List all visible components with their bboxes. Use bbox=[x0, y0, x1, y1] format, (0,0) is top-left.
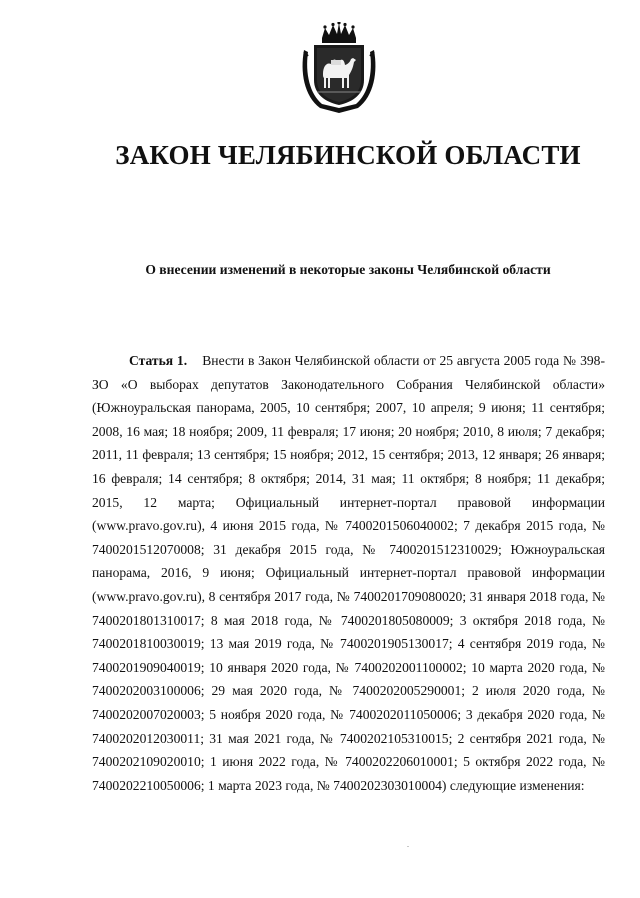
law-title: ЗАКОН ЧЕЛЯБИНСКОЙ ОБЛАСТИ bbox=[115, 140, 581, 170]
crown-icon bbox=[322, 22, 356, 43]
coat-of-arms-icon bbox=[298, 22, 380, 114]
article-number: Статья 1. bbox=[129, 353, 188, 368]
law-subtitle: О внесении изменений в некоторые законы Челябинской области bbox=[145, 262, 551, 277]
article-text: Внести в Закон Челябинской области от 25 августа 2005 года № 398-ЗО «О выборах депутатов Законодательного Собрания Челябинской области» (Южноуральская панорама, 2005, 10 сентября; 2007, 10 апреля; 9 июня; 11 сентября; 2008, 16 мая; 18 ноября; 2009, 11 февраля; 17 июня; 20 ноября; 2010, 8 июля; 7 декабря; 2011, 11 февраля; 13 сентября; 15 ноября; 2012, 15 сентября; 2013, 12 января; 26 января; 16 февраля; 14 сентября; 8 октября; 2014, 31 мая; 11 октября; 8 ноября; 11 декабря; 2015, 12 марта; Официальный интернет-портал правовой информации (www.pravo.gov.ru), 4 июня 2015 года, № 7400201506040002; 7 декабря 2015 года, № 7400201512070008; 31 декабря 2015 года, № 7400201512310029; Южноуральская панорама, 2016, 9 июня; Официальный интернет-портал правовой информации (www.pravo.gov.ru), 8 сентября 2017 года, № 7400201709080020; 31 января 2018 года, № 7400201801310017; 8 мая 2018 года, № 7400201805080009; 3 октября 2018 года, № 7400201810030019; 13 мая 2019 года, № 7400201905130017; 4 сентября 2019 года, № 7400201909040019; 10 января 2020 года, № 7400202001100002; 10 марта 2020 года, № 7400202003100006; 29 мая 2020 года, № 7400202005290001; 2 июля 2020 года, № 7400202007020003; 5 ноября 2020 года, № 7400202011050006; 3 декабря 2020 года, № 7400202012030011; 31 мая 2021 года, № 7400202105310015; 2 сентября 2021 года, № 7400202109020010; 1 июня 2022 года, № 7400202206010001; 5 октября 2022 года, № 7400202210050006; 1 марта 2023 года, № 7400202303010004) следующие изменения: bbox=[92, 353, 605, 793]
article-1 bbox=[92, 349, 605, 797]
scan-artifact bbox=[407, 846, 409, 847]
